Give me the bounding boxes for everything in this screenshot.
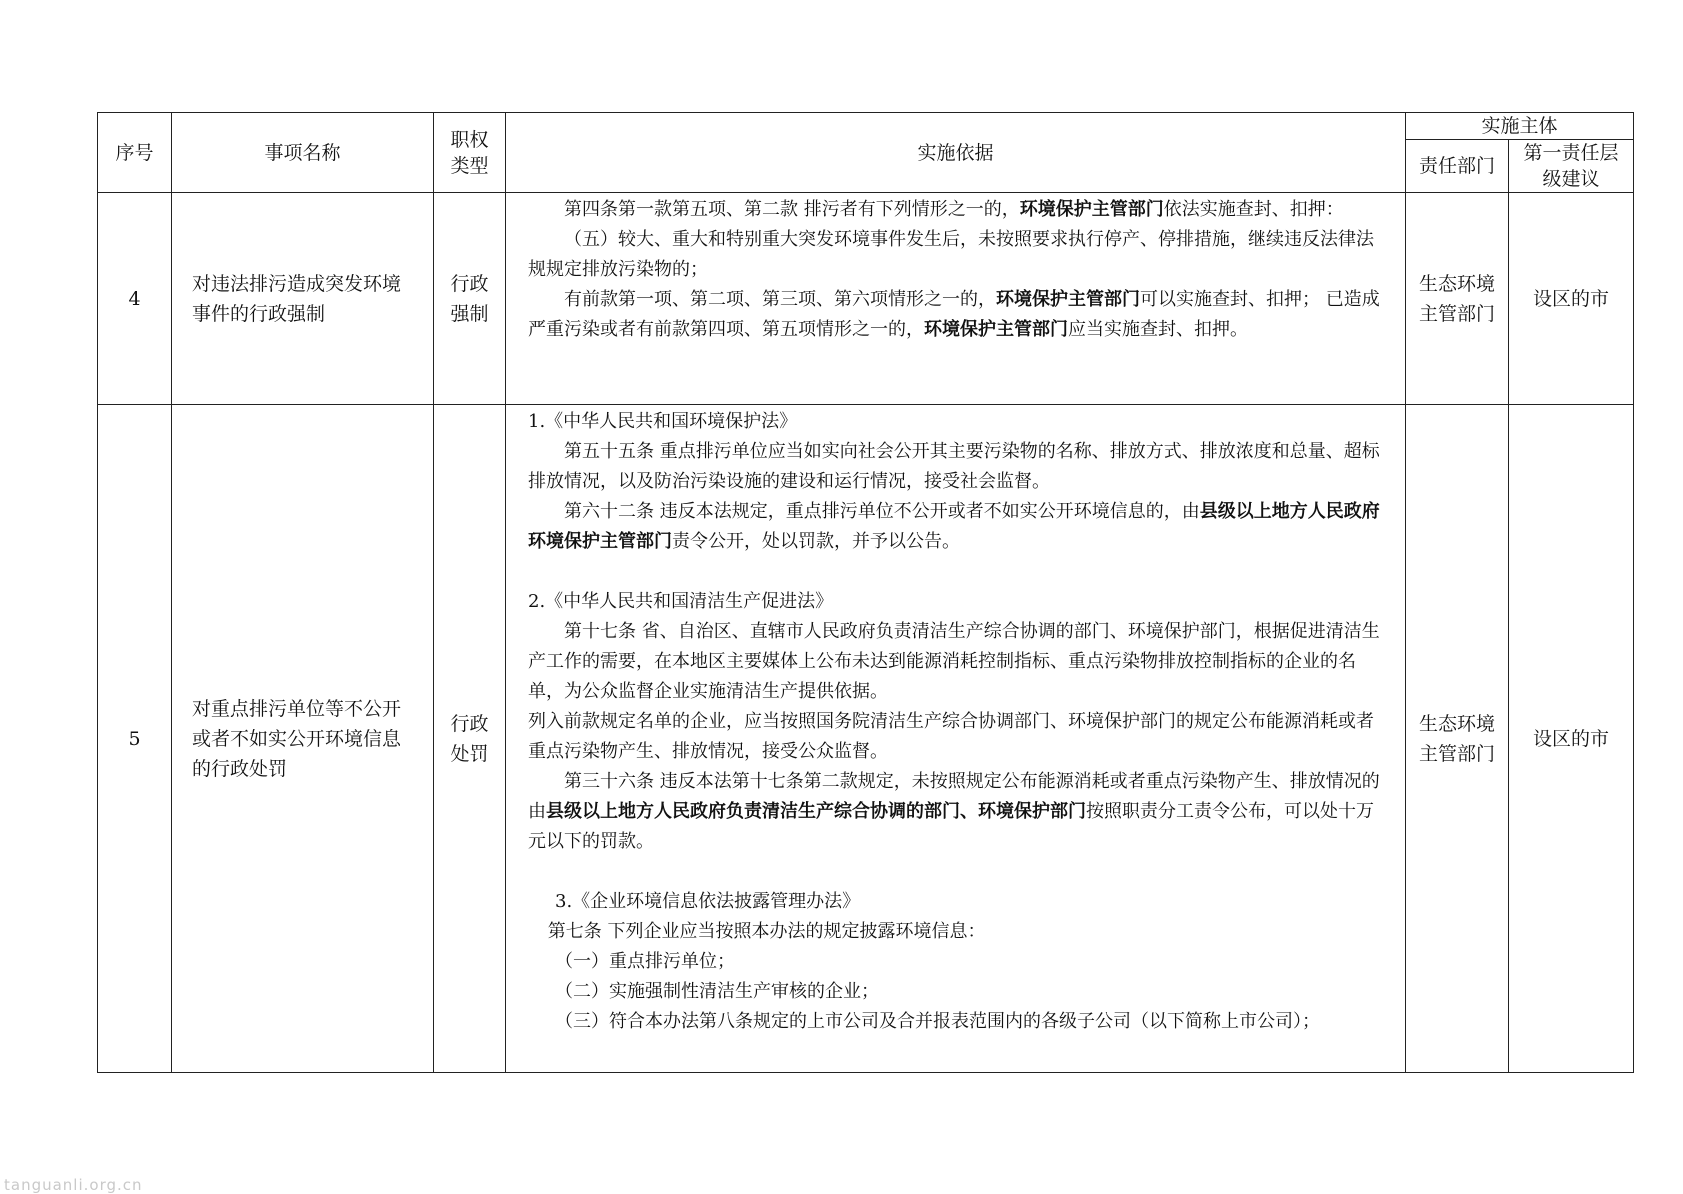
basis-paragraph: 第五十五条 重点排污单位应当如实向社会公开其主要污染物的名称、排放方式、排放浓度和总量、超标排放情况，以及防治污染设施的建设和运行情况，接受社会监督。 [528,441,1380,492]
row-responsible-dept: 生态环境主管部门 [1406,405,1509,1073]
row-item-name: 对违法排污造成突发环境事件的行政强制 [172,193,434,405]
header-first-level: 第一责任层级建议 [1509,140,1634,193]
header-seq: 序号 [98,113,172,193]
basis-paragraph [528,195,1383,225]
basis-text: 可以实施查封、扣押； 已造成严重污染或者有前款第四项、第五项情形之一的， [528,289,1380,340]
basis-text: 有前款第一项、第二项、第三项、第六项情形之一的， [564,289,996,310]
basis-text: 按照职责分工责令公布，可以处十万元以下的罚款。 [528,801,1374,852]
basis-bold-text: 县级以上地方人民政府环境保护主管部门 [528,501,1380,552]
basis-list-item: （三）符合本办法第八条规定的上市公司及合并报表范围内的各级子公司（以下简称上市公司）； [555,1011,1320,1032]
basis-bold-text: 环境保护主管部门 [924,319,1068,340]
spacer [528,857,1383,887]
row-seq: 5 [98,405,172,1073]
basis-bold-text: 环境保护主管部门 [996,289,1140,310]
row-authority-type: 行政处罚 [434,405,506,1073]
basis-list-item: （一）重点排污单位； [555,951,735,972]
row-basis [506,405,1406,1073]
row-authority-type: 行政强制 [434,193,506,405]
basis-paragraph [528,497,1383,557]
row-item-name: 对重点排污单位等不公开或者不如实公开环境信息的行政处罚 [172,405,434,1073]
header-subject: 实施主体 [1406,113,1634,140]
basis-bold-text: 环境保护主管部门 [1019,199,1164,220]
basis-text: 第三十六条 违反本法第十七条第二款规定，未按照规定公布能源消耗或者重点污染物产生、排放情况的由 [528,771,1380,822]
watermark-text: tanguanli.org.cn [4,1176,143,1194]
basis-paragraph: 第十七条 省、自治区、直辖市人民政府负责清洁生产综合协调的部门、环境保护部门，根据促进清洁生产工作的需要，在本地区主要媒体上公布未达到能源消耗控制指标、重点污染物排放控制指标的企业的名单，为公众监督企业实施清洁生产提供依据。 [528,621,1380,702]
law-title: 2.《中华人民共和国清洁生产促进法》 [528,591,834,612]
basis-paragraph: （五）较大、重大和特别重大突发环境事件发生后，未按照要求执行停产、停排措施，继续违反法律法规规定排放污染物的； [528,229,1374,280]
header-basis: 实施依据 [506,113,1406,193]
basis-paragraph: 列入前款规定名单的企业，应当按照国务院清洁生产综合协调部门、环境保护部门的规定公布能源消耗或者重点污染物产生、排放情况，接受公众监督。 [528,711,1374,762]
basis-paragraph [528,285,1383,345]
authority-table [97,112,1634,1073]
basis-text: 第四条第一款第五项、第二款 排污者有下列情形之一的， [564,199,1020,220]
header-responsible-dept: 责任部门 [1406,140,1509,193]
row-responsible-dept: 生态环境主管部门 [1406,193,1509,405]
row-seq: 4 [98,193,172,405]
header-authority-type: 职权类型 [434,113,506,193]
basis-paragraph: 第七条 下列企业应当按照本办法的规定披露环境信息： [547,921,986,942]
basis-text: 责令公开，处以罚款，并予以公告。 [672,531,960,552]
row-basis [506,193,1406,405]
law-title: 1.《中华人民共和国环境保护法》 [528,411,798,432]
spacer [528,557,1383,587]
law-title: 3.《企业环境信息依法披露管理办法》 [555,891,861,912]
basis-bold-text: 县级以上地方人民政府负责清洁生产综合协调的部门、环境保护部门 [546,801,1086,822]
basis-list-item: （二）实施强制性清洁生产审核的企业； [555,981,879,1002]
header-item-name: 事项名称 [172,113,434,193]
basis-text: 依法实施查封、扣押： [1163,199,1344,220]
table-row [98,405,1634,1073]
row-first-level: 设区的市 [1509,405,1634,1073]
basis-paragraph [528,767,1383,857]
table-row [98,193,1634,405]
row-first-level: 设区的市 [1509,193,1634,405]
basis-text: 应当实施查封、扣押。 [1068,319,1248,340]
basis-text: 第六十二条 违反本法规定，重点排污单位不公开或者不如实公开环境信息的，由 [564,501,1200,522]
